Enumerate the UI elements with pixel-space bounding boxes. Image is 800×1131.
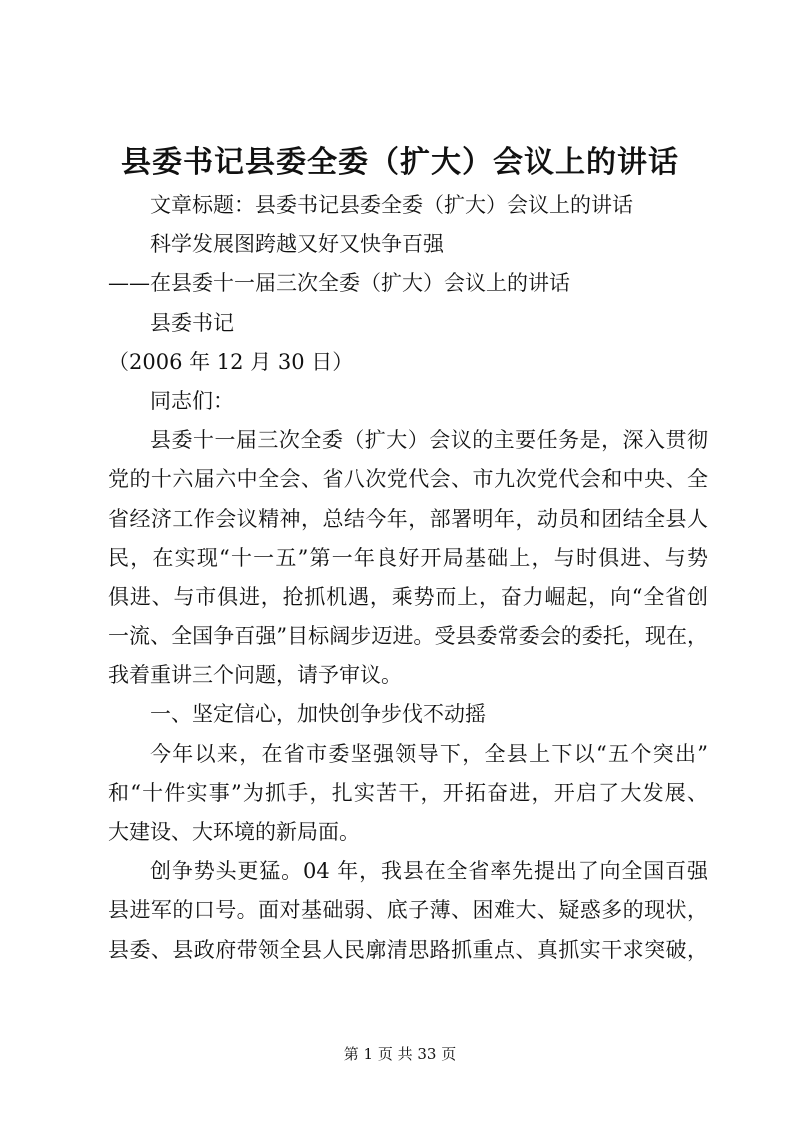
paragraph-line: 民，在实现“十一五”第一年良好开局基础上，与时俱进、与势 — [108, 545, 708, 570]
paragraph-line: 俱进、与市俱进，抢抓机遇，乘势而上，奋力崛起，向“全省创 — [108, 584, 708, 609]
document-title: 县委书记县委全委（扩大）会议上的讲话 — [121, 145, 679, 180]
paragraph-line: 县委十一届三次全委（扩大）会议的主要任务是，深入贯彻 — [150, 428, 708, 453]
page-number-footer: 第 1 页 共 33 页 — [343, 1045, 457, 1063]
paragraph-line: 一流、全国争百强”目标阔步迈进。受县委常委会的委托，现在， — [108, 624, 708, 649]
section-heading: 一、坚定信心，加快创争步伐不动摇 — [150, 702, 486, 727]
paragraph-line: 县进军的口号。面对基础弱、底子薄、困难大、疑惑多的现状， — [108, 898, 708, 923]
paragraph-line: 创争势头更猛。04 年，我县在全省率先提出了向全国百强 — [150, 859, 708, 884]
speech-heading: 科学发展图跨越又好又快争百强 — [150, 232, 444, 257]
paragraph-line: 省经济工作会议精神，总结今年，部署明年，动员和团结全县人 — [108, 506, 708, 531]
speech-subtitle: ——在县委十一届三次全委（扩大）会议上的讲话 — [108, 271, 570, 296]
paragraph-line: 我着重讲三个问题，请予审议。 — [108, 663, 402, 688]
paragraph-line: 县委、县政府带领全县人民廓清思路抓重点、真抓实干求突破， — [108, 937, 708, 962]
article-title-line: 文章标题：县委书记县委全委（扩大）会议上的讲话 — [150, 193, 633, 217]
speaker-line: 县委书记 — [150, 310, 234, 335]
paragraph-line: 今年以来，在省市委坚强领导下，全县上下以“五个突出” — [150, 741, 708, 766]
document-body — [108, 186, 708, 970]
paragraph-line: 大建设、大环境的新局面。 — [108, 820, 360, 844]
date-line: （2006 年 12 月 30 日） — [108, 349, 354, 374]
paragraph-line: 和“十件实事”为抓手，扎实苦干，开拓奋进，开启了大发展、 — [108, 780, 708, 805]
paragraph-line: 党的十六届六中全会、省八次党代会、市九次党代会和中央、全 — [108, 467, 708, 492]
salutation-line: 同志们： — [150, 388, 234, 413]
